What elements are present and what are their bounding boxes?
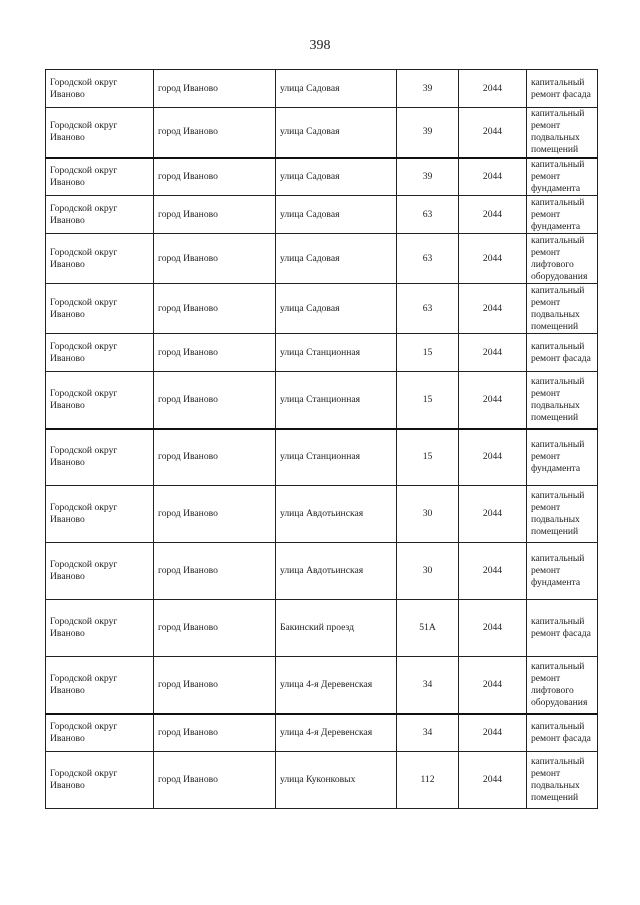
table-row: [46, 752, 598, 809]
work-type-cell: капитальный ремонт фасада: [527, 70, 598, 108]
table-row: [46, 158, 598, 196]
year-cell: 2044: [459, 714, 527, 752]
street-cell: Бакинский проезд: [276, 600, 397, 657]
table-row: [46, 284, 598, 334]
house-number-cell: 39: [397, 158, 459, 196]
table-row: [46, 600, 598, 657]
house-number-cell: 63: [397, 284, 459, 334]
street-cell: улица Садовая: [276, 158, 397, 196]
city-cell: город Иваново: [154, 196, 276, 234]
year-cell: 2044: [459, 429, 527, 486]
table-row: [46, 108, 598, 158]
district-cell: Городской округ Иваново: [46, 429, 154, 486]
table-row: [46, 714, 598, 752]
house-number-cell: 15: [397, 372, 459, 429]
city-cell: город Иваново: [154, 543, 276, 600]
street-cell: улица Садовая: [276, 234, 397, 284]
city-cell: город Иваново: [154, 752, 276, 809]
year-cell: 2044: [459, 196, 527, 234]
city-cell: город Иваново: [154, 714, 276, 752]
year-cell: 2044: [459, 543, 527, 600]
district-cell: Городской округ Иваново: [46, 108, 154, 158]
district-cell: Городской округ Иваново: [46, 714, 154, 752]
city-cell: город Иваново: [154, 429, 276, 486]
page-number: 398: [309, 38, 331, 53]
district-cell: Городской округ Иваново: [46, 372, 154, 429]
table-row: [46, 372, 598, 429]
house-number-cell: 112: [397, 752, 459, 809]
work-type-cell: капитальный ремонт фасада: [527, 714, 598, 752]
work-type-cell: капитальный ремонт подвальных помещений: [527, 284, 598, 334]
year-cell: 2044: [459, 486, 527, 543]
city-cell: город Иваново: [154, 657, 276, 714]
house-number-cell: 39: [397, 108, 459, 158]
district-cell: Городской округ Иваново: [46, 600, 154, 657]
street-cell: улица Садовая: [276, 108, 397, 158]
house-number-cell: 15: [397, 334, 459, 372]
city-cell: город Иваново: [154, 486, 276, 543]
district-cell: Городской округ Иваново: [46, 657, 154, 714]
street-cell: улица Авдотьинская: [276, 543, 397, 600]
house-number-cell: 30: [397, 486, 459, 543]
house-number-cell: 15: [397, 429, 459, 486]
street-cell: улица Станционная: [276, 334, 397, 372]
district-cell: Городской округ Иваново: [46, 334, 154, 372]
year-cell: 2044: [459, 70, 527, 108]
city-cell: город Иваново: [154, 600, 276, 657]
house-number-cell: 34: [397, 714, 459, 752]
table-row: [46, 429, 598, 486]
street-cell: улица Станционная: [276, 372, 397, 429]
street-cell: улица Авдотьинская: [276, 486, 397, 543]
work-type-cell: капитальный ремонт подвальных помещений: [527, 372, 598, 429]
year-cell: 2044: [459, 657, 527, 714]
table-row: [46, 334, 598, 372]
year-cell: 2044: [459, 372, 527, 429]
table-row: [46, 543, 598, 600]
work-type-cell: капитальный ремонт фасада: [527, 334, 598, 372]
year-cell: 2044: [459, 600, 527, 657]
table-row: [46, 657, 598, 714]
district-cell: Городской округ Иваново: [46, 234, 154, 284]
district-cell: Городской округ Иваново: [46, 486, 154, 543]
work-type-cell: капитальный ремонт фундамента: [527, 158, 598, 196]
house-number-cell: 63: [397, 196, 459, 234]
street-cell: улица Садовая: [276, 70, 397, 108]
street-cell: улица Садовая: [276, 284, 397, 334]
district-cell: Городской округ Иваново: [46, 196, 154, 234]
city-cell: город Иваново: [154, 372, 276, 429]
house-number-cell: 30: [397, 543, 459, 600]
work-type-cell: капитальный ремонт фасада: [527, 600, 598, 657]
house-number-cell: 34: [397, 657, 459, 714]
work-type-cell: капитальный ремонт фундамента: [527, 543, 598, 600]
street-cell: улица Садовая: [276, 196, 397, 234]
district-cell: Городской округ Иваново: [46, 752, 154, 809]
district-cell: Городской округ Иваново: [46, 543, 154, 600]
work-type-cell: капитальный ремонт подвальных помещений: [527, 752, 598, 809]
table-row: [46, 486, 598, 543]
work-type-cell: капитальный ремонт лифтового оборудования: [527, 657, 598, 714]
street-cell: улица 4-я Деревенская: [276, 657, 397, 714]
street-cell: улица Станционная: [276, 429, 397, 486]
year-cell: 2044: [459, 108, 527, 158]
year-cell: 2044: [459, 284, 527, 334]
city-cell: город Иваново: [154, 334, 276, 372]
house-number-cell: 51А: [397, 600, 459, 657]
table-row: [46, 196, 598, 234]
street-cell: улица Куконковых: [276, 752, 397, 809]
work-type-cell: капитальный ремонт фундамента: [527, 196, 598, 234]
city-cell: город Иваново: [154, 70, 276, 108]
district-cell: Городской округ Иваново: [46, 158, 154, 196]
work-type-cell: капитальный ремонт лифтового оборудования: [527, 234, 598, 284]
work-type-cell: капитальный ремонт подвальных помещений: [527, 108, 598, 158]
table-row: [46, 234, 598, 284]
work-type-cell: капитальный ремонт подвальных помещений: [527, 486, 598, 543]
street-cell: улица 4-я Деревенская: [276, 714, 397, 752]
year-cell: 2044: [459, 158, 527, 196]
city-cell: город Иваново: [154, 108, 276, 158]
city-cell: город Иваново: [154, 158, 276, 196]
work-type-cell: капитальный ремонт фундамента: [527, 429, 598, 486]
repair-schedule-table: [45, 69, 598, 809]
district-cell: Городской округ Иваново: [46, 70, 154, 108]
house-number-cell: 63: [397, 234, 459, 284]
year-cell: 2044: [459, 234, 527, 284]
year-cell: 2044: [459, 334, 527, 372]
year-cell: 2044: [459, 752, 527, 809]
district-cell: Городской округ Иваново: [46, 284, 154, 334]
house-number-cell: 39: [397, 70, 459, 108]
city-cell: город Иваново: [154, 284, 276, 334]
city-cell: город Иваново: [154, 234, 276, 284]
table-row: [46, 70, 598, 108]
